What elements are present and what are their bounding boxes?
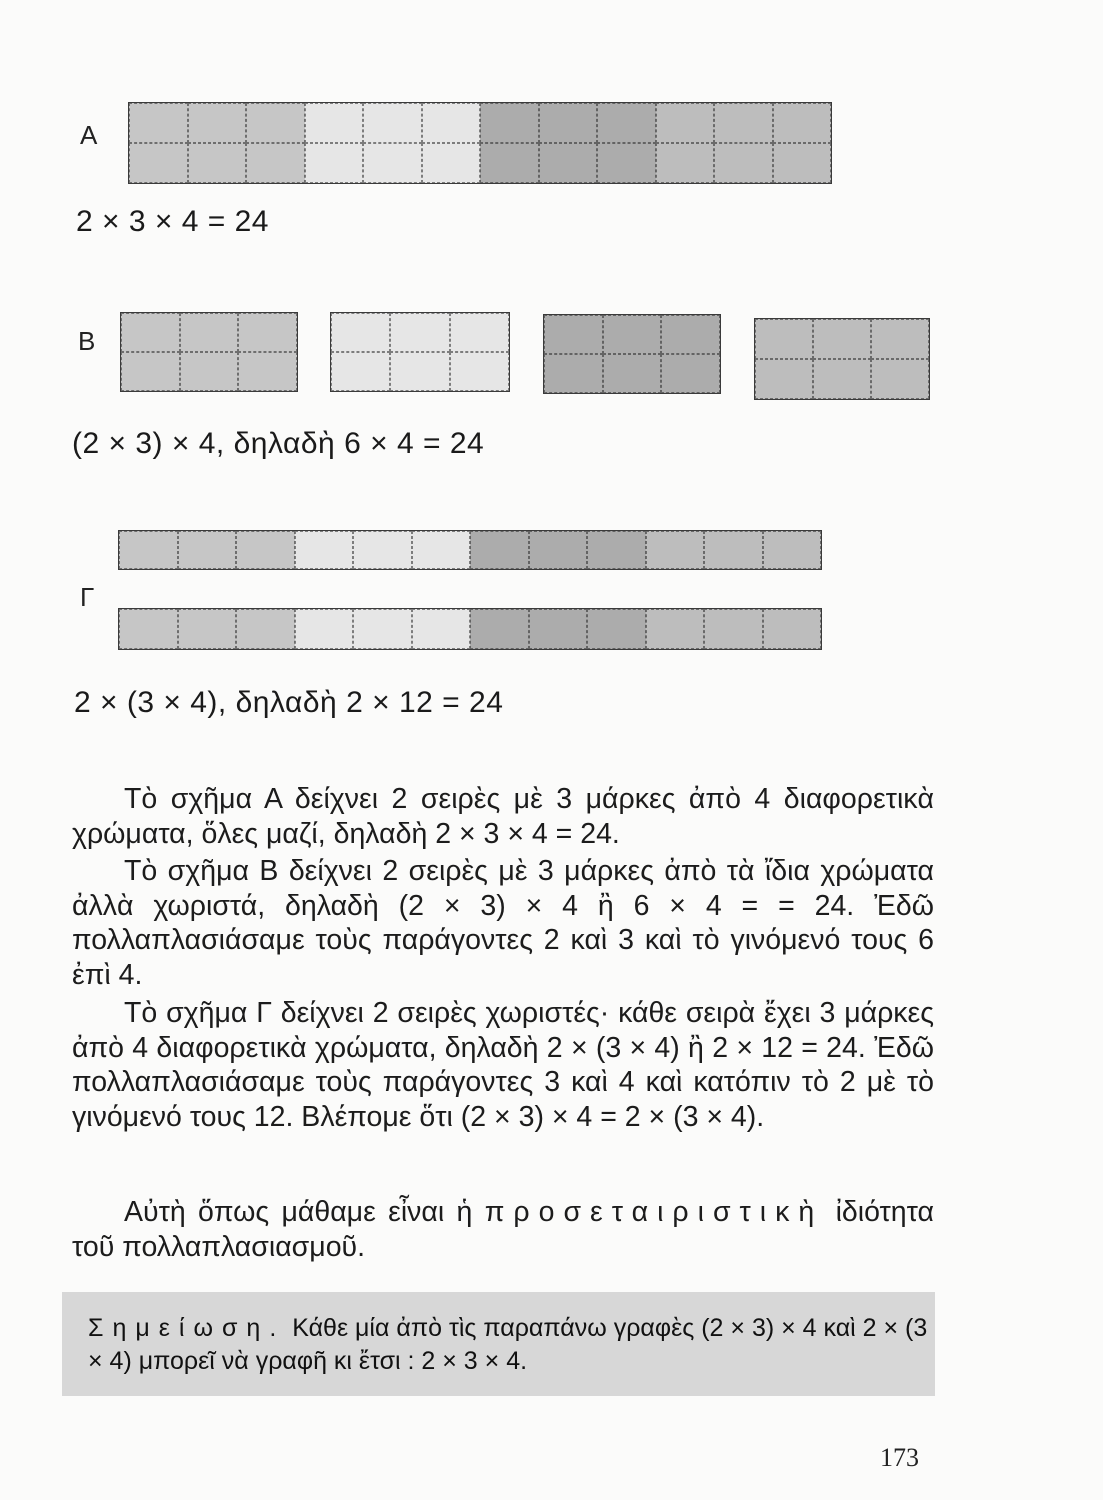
mosaic-cell	[470, 531, 529, 569]
mosaic-cell	[180, 313, 239, 352]
mosaic-cell	[656, 103, 715, 143]
mosaic-cell	[704, 531, 763, 569]
mosaic-cell	[704, 609, 763, 649]
figure-a-grid	[128, 102, 832, 184]
figure-c-row-2	[118, 608, 822, 650]
mosaic-cell	[246, 103, 305, 143]
mosaic-cell	[755, 359, 813, 399]
mosaic-cell	[603, 354, 662, 393]
mosaic-cell	[238, 313, 297, 352]
mosaic-cell	[238, 352, 297, 391]
mosaic-cell	[529, 531, 588, 569]
mosaic-cell	[236, 531, 295, 569]
mosaic-cell	[714, 143, 773, 183]
mosaic-cell	[422, 103, 481, 143]
mosaic-cell	[412, 609, 471, 649]
mosaic-cell	[773, 103, 832, 143]
mosaic-cell	[121, 352, 180, 391]
mosaic-cell	[180, 352, 239, 391]
mosaic-cell	[871, 359, 929, 399]
note-heading: Σημείωση.	[88, 1314, 286, 1342]
figure-b-formula: (2 × 3) × 4, δηλαδὴ 6 × 4 = 24	[72, 427, 485, 460]
mosaic-cell	[236, 609, 295, 649]
mosaic-cell	[353, 531, 412, 569]
figure-c-formula: 2 × (3 × 4), δηλαδὴ 2 × 12 = 24	[74, 686, 504, 719]
figure-b-grid-1	[120, 312, 298, 392]
mosaic-cell	[178, 531, 237, 569]
mosaic-cell	[331, 313, 390, 352]
property-paragraph	[72, 1195, 934, 1264]
mosaic-cell	[178, 609, 237, 649]
mosaic-cell	[656, 143, 715, 183]
mosaic-cell	[763, 531, 822, 569]
page-number: 173	[880, 1443, 919, 1472]
figure-b-grid-2	[330, 312, 510, 392]
mosaic-cell	[661, 354, 720, 393]
mosaic-cell	[587, 531, 646, 569]
mosaic-cell	[119, 531, 178, 569]
mosaic-cell	[129, 103, 188, 143]
mosaic-cell	[813, 359, 871, 399]
figure-b-grid-4	[754, 318, 930, 400]
figure-b-label: Β	[78, 326, 96, 356]
figure-a-label: Α	[80, 120, 98, 150]
mosaic-cell	[480, 103, 539, 143]
mosaic-cell	[597, 103, 656, 143]
mosaic-cell	[305, 143, 364, 183]
property-term: προσεταιριστικὴ	[484, 1196, 824, 1228]
note-text	[88, 1312, 934, 1378]
mosaic-cell	[597, 143, 656, 183]
mosaic-cell	[188, 143, 247, 183]
mosaic-cell	[470, 609, 529, 649]
mosaic-cell	[871, 319, 929, 359]
paragraph-figure-b: Τὸ σχῆμα Β δείχνει 2 σειρὲς μὲ 3 μάρκες ἀπὸ τὰ ἴδια χρώματα ἀλλὰ χωριστά, δηλαδὴ (2 × 3) × 4 ἢ 6 × 4 = = 24. Ἐδῶ πολλαπλασιάσαμε τοὺς παράγοντες 2 καὶ 3 καὶ τὸ γινόμενό τους 6 ἐπὶ 4.	[72, 855, 934, 991]
mosaic-cell	[587, 609, 646, 649]
mosaic-cell	[246, 143, 305, 183]
note-body: Κάθε μία ἀπὸ τὶς παραπάνω γραφὲς (2 × 3) × 4 καὶ 2 × (3 × 4) μπορεῖ νὰ γραφῆ κι ἔτσι : 2 × 3 × 4.	[88, 1314, 928, 1375]
mosaic-cell	[755, 319, 813, 359]
mosaic-cell	[646, 531, 705, 569]
mosaic-cell	[603, 315, 662, 354]
mosaic-cell	[295, 531, 354, 569]
mosaic-cell	[813, 319, 871, 359]
figure-a-formula: 2 × 3 × 4 = 24	[76, 205, 269, 238]
mosaic-cell	[539, 103, 598, 143]
mosaic-cell	[422, 143, 481, 183]
mosaic-cell	[544, 354, 603, 393]
figure-c-label: Γ	[80, 582, 95, 612]
mosaic-cell	[331, 352, 390, 391]
mosaic-cell	[539, 143, 598, 183]
mosaic-cell	[121, 313, 180, 352]
mosaic-cell	[363, 103, 422, 143]
paragraph-figure-c: Τὸ σχῆμα Γ δείχνει 2 σειρὲς χωριστές· κάθε σειρὰ ἔχει 3 μάρκες ἀπὸ 4 διαφορετικὰ χρώματα, δηλαδὴ 2 × (3 × 4) ἢ 2 × 12 = 24. Ἐδῶ πολλαπλασιάσαμε τοὺς παράγοντες 3 καὶ 4 καὶ κατόπιν τὸ 2 μὲ τὸ γινόμενό τους 12. Βλέπομε ὅτι (2 × 3) × 4 = 2 × (3 × 4).	[72, 997, 934, 1133]
paragraph-figure-a: Τὸ σχῆμα Α δείχνει 2 σειρὲς μὲ 3 μάρκες ἀπὸ 4 διαφορετικὰ χρώματα, ὅλες μαζί, δηλαδὴ 2 × 3 × 4 = 24.	[72, 783, 934, 850]
mosaic-cell	[305, 103, 364, 143]
mosaic-cell	[480, 143, 539, 183]
property-text-before: Αὐτὴ ὅπως μάθαμε εἶναι ἡ	[124, 1196, 485, 1228]
mosaic-cell	[773, 143, 832, 183]
mosaic-cell	[450, 313, 509, 352]
mosaic-cell	[763, 609, 822, 649]
mosaic-cell	[646, 609, 705, 649]
mosaic-cell	[188, 103, 247, 143]
mosaic-cell	[363, 143, 422, 183]
property-text-after: ἰδιότητα τοῦ πολλαπλασιασμοῦ.	[72, 1196, 934, 1263]
figure-b-grid-3	[543, 314, 721, 394]
mosaic-cell	[661, 315, 720, 354]
note-box	[62, 1292, 935, 1396]
mosaic-cell	[390, 352, 449, 391]
mosaic-cell	[129, 143, 188, 183]
mosaic-cell	[450, 352, 509, 391]
mosaic-cell	[353, 609, 412, 649]
mosaic-cell	[544, 315, 603, 354]
mosaic-cell	[295, 609, 354, 649]
mosaic-cell	[714, 103, 773, 143]
mosaic-cell	[412, 531, 471, 569]
figure-c-row-1	[118, 530, 822, 570]
mosaic-cell	[119, 609, 178, 649]
mosaic-cell	[390, 313, 449, 352]
mosaic-cell	[529, 609, 588, 649]
